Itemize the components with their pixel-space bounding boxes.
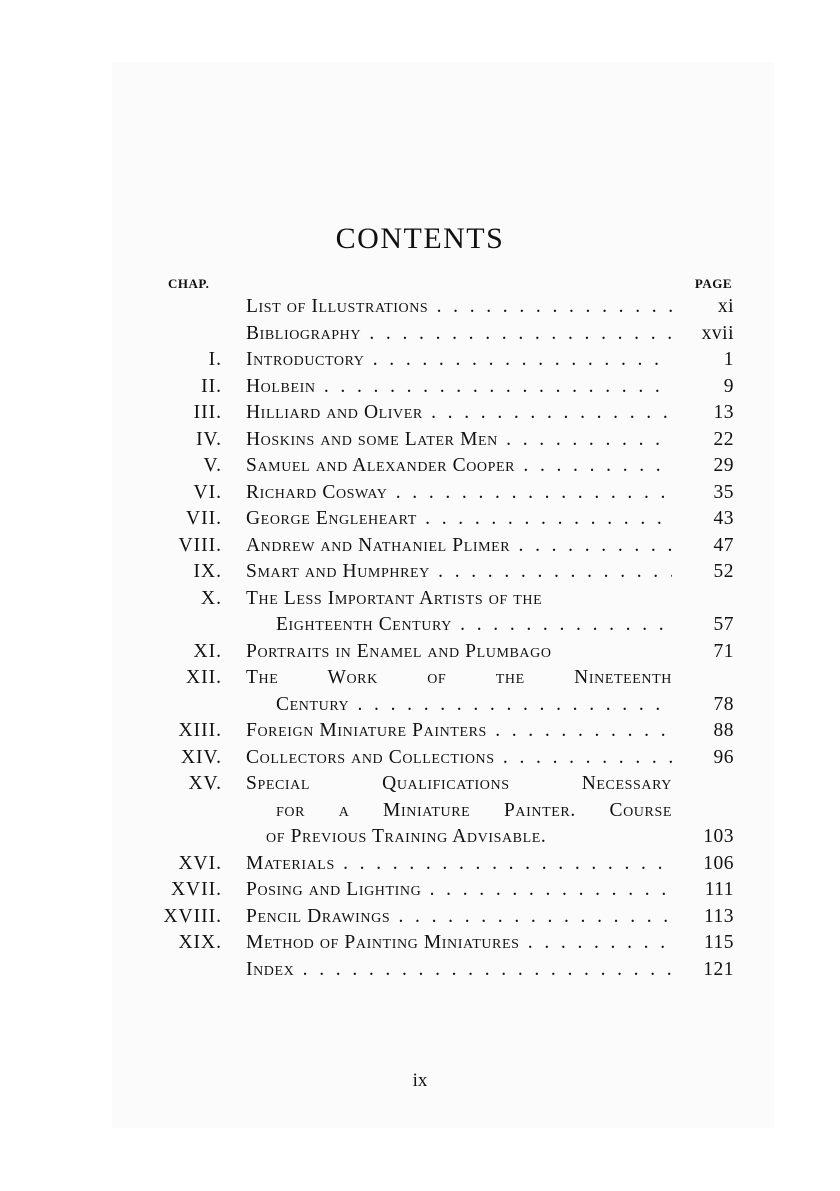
contents-list	[0, 294, 840, 983]
page-number: 57	[713, 614, 734, 635]
chapter-title: Posing and Lighting . . .	[246, 877, 672, 904]
chapter-title: The Less Important Artists of the	[246, 587, 543, 609]
page-number: 78	[713, 693, 734, 715]
toc-entry[interactable]	[0, 957, 840, 984]
chapter-title-continuation: Eighteenth Century . . .	[276, 612, 672, 639]
toc-entry[interactable]	[0, 321, 840, 348]
page-number: 29	[713, 455, 734, 476]
page-number: 71	[713, 640, 734, 662]
page-title: CONTENTS	[335, 222, 505, 255]
chapter-title: George Engleheart . . .	[246, 506, 672, 533]
chapter-title: Andrew and Nathaniel Plimer . . .	[246, 533, 672, 560]
toc-entry-continuation[interactable]	[0, 798, 840, 825]
chapter-title: Materials . . .	[246, 851, 672, 878]
chapter-number: XIII.	[178, 720, 222, 741]
toc-entry[interactable]	[0, 506, 840, 533]
toc-entry[interactable]	[0, 586, 840, 613]
page-number: 96	[713, 746, 734, 768]
chapter-title: Hoskins and some Later Men . . .	[246, 427, 672, 454]
toc-entry[interactable]	[0, 294, 840, 321]
toc-entry[interactable]	[0, 453, 840, 480]
page-number: 22	[713, 428, 734, 450]
chapter-number: II.	[201, 375, 222, 397]
toc-entry[interactable]	[0, 559, 840, 586]
toc-entry[interactable]	[0, 771, 840, 798]
page-column-header: PAGE	[694, 276, 732, 291]
chapter-title: Smart and Humphrey . . .	[246, 559, 672, 586]
chapter-title: The Work of the Nineteenth	[246, 667, 672, 688]
chapter-number: IX.	[193, 561, 222, 582]
chapter-title: Introductory . . .	[246, 347, 672, 374]
page-number: 113	[703, 905, 734, 927]
chapter-title: List of Illustrations . . .	[246, 294, 672, 321]
chapter-title: Foreign Miniature Painters . . .	[246, 718, 672, 745]
page-folio: ix	[412, 1070, 428, 1091]
toc-entry[interactable]	[0, 930, 840, 957]
toc-entry[interactable]	[0, 904, 840, 931]
chapter-number: XVII.	[170, 879, 222, 900]
chapter-title: Index . . .	[246, 957, 672, 984]
toc-entry-continuation[interactable]	[0, 692, 840, 719]
page-number: xvii	[701, 322, 734, 344]
page-number: 115	[703, 932, 734, 953]
toc-entry[interactable]	[0, 347, 840, 374]
toc-entry-continuation[interactable]	[0, 612, 840, 639]
toc-entry[interactable]	[0, 427, 840, 454]
toc-entry[interactable]	[0, 374, 840, 401]
toc-entry[interactable]	[0, 851, 840, 878]
chapter-number: VIII.	[178, 534, 222, 556]
chapter-title: Collectors and Collections . . .	[246, 745, 672, 772]
chapter-title: Samuel and Alexander Cooper . . .	[246, 453, 672, 480]
chapter-number: III.	[193, 402, 222, 423]
chapter-number: VII.	[186, 508, 222, 529]
chapter-title: Holbein . . .	[246, 374, 672, 401]
page-number: 106	[703, 852, 734, 874]
toc-entry[interactable]	[0, 400, 840, 427]
page-number: 1	[723, 349, 734, 370]
page-number: 111	[704, 879, 734, 900]
chapter-number: XII.	[186, 667, 222, 688]
chapter-number: V.	[203, 455, 222, 476]
page-number: 121	[703, 958, 734, 980]
toc-entry-continuation[interactable]	[0, 824, 840, 851]
page-number: 103	[703, 826, 734, 847]
chapter-number: XV.	[188, 773, 222, 794]
page-number: 13	[713, 402, 734, 423]
page-number: 9	[723, 375, 734, 397]
chapter-number: X.	[201, 587, 222, 609]
chapter-title-continuation: of Previous Training Advisable.	[266, 826, 547, 847]
chapter-number: VI.	[193, 481, 222, 503]
chapter-title: Richard Cosway . . .	[246, 480, 672, 507]
chapter-number: XI.	[193, 640, 222, 662]
page-number: 47	[713, 534, 734, 556]
chapter-title-continuation: Century . . .	[276, 692, 672, 719]
page-number: xi	[717, 296, 734, 317]
chapter-title: Method of Painting Miniatures . . .	[246, 930, 672, 957]
chapter-column-header: CHAP.	[168, 276, 210, 291]
page-number: 35	[713, 481, 734, 503]
toc-entry[interactable]	[0, 533, 840, 560]
chapter-title: Bibliography . . .	[246, 321, 672, 348]
toc-entry[interactable]	[0, 665, 840, 692]
chapter-number: XIV.	[180, 746, 222, 768]
chapter-title: Portraits in Enamel and Plumbago	[246, 640, 552, 662]
toc-entry[interactable]	[0, 745, 840, 772]
page-number: 88	[713, 720, 734, 741]
toc-entry[interactable]	[0, 639, 840, 666]
page-number: 43	[713, 508, 734, 529]
chapter-title: Pencil Drawings . . .	[246, 904, 672, 931]
chapter-number: XVI.	[178, 852, 222, 874]
toc-entry[interactable]	[0, 718, 840, 745]
chapter-number: IV.	[196, 428, 222, 450]
toc-entry[interactable]	[0, 877, 840, 904]
chapter-number: I.	[208, 349, 222, 370]
page-number: 52	[713, 561, 734, 582]
chapter-number: XIX.	[178, 932, 222, 953]
chapter-title: Special Qualifications Necessary	[246, 773, 672, 794]
chapter-title-continuation: for a Miniature Painter. Course	[276, 799, 672, 821]
toc-entry[interactable]	[0, 480, 840, 507]
chapter-title: Hilliard and Oliver . . .	[246, 400, 672, 427]
chapter-number: XVIII.	[163, 905, 222, 927]
